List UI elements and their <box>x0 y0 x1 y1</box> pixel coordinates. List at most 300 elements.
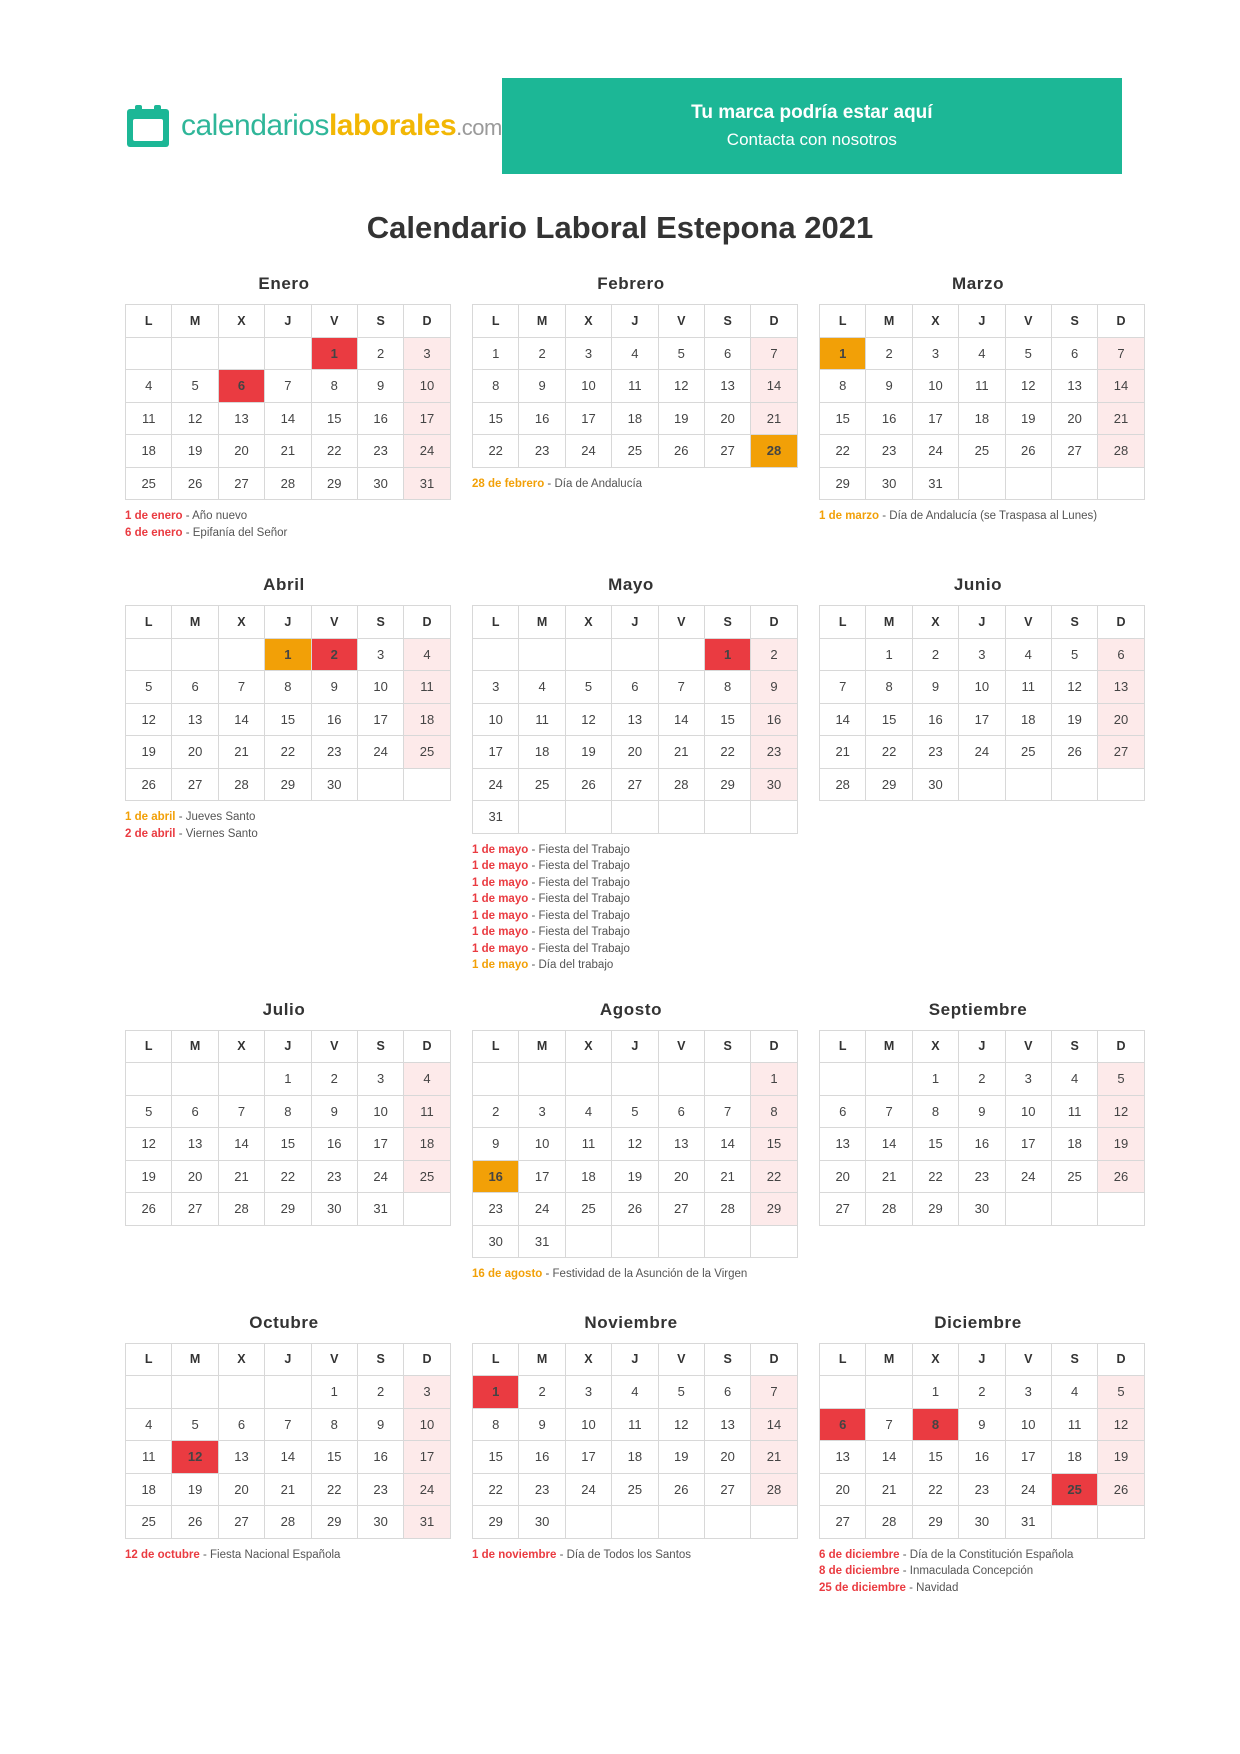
holiday-note-desc: - Día de Andalucía <box>544 477 643 490</box>
day-cell: 9 <box>357 370 403 403</box>
week-row <box>473 768 798 801</box>
day-cell: 31 <box>519 1225 565 1258</box>
logo-text-part1: calendarios <box>181 109 329 142</box>
weekday-header-cell: V <box>658 1343 704 1376</box>
week-row <box>820 435 1145 468</box>
holiday-note <box>125 508 443 525</box>
weekday-header-cell: L <box>820 1030 866 1063</box>
weekday-header-cell: S <box>704 1030 750 1063</box>
day-cell-empty <box>704 1225 750 1258</box>
day-cell: 1 <box>912 1063 958 1096</box>
holiday-notes <box>819 508 1137 525</box>
week-row <box>126 1506 451 1539</box>
day-cell-empty <box>404 1193 450 1226</box>
holiday-note <box>472 957 790 974</box>
holiday-note <box>819 1580 1137 1597</box>
holiday-note <box>472 1547 790 1564</box>
day-cell: 21 <box>751 1441 797 1474</box>
day-cell: 17 <box>1005 1441 1051 1474</box>
holiday-notes <box>125 508 443 541</box>
day-cell: 6 <box>704 1376 750 1409</box>
weekday-header-cell: M <box>866 305 912 338</box>
day-cell: 27 <box>820 1506 866 1539</box>
day-cell: 11 <box>404 671 450 704</box>
day-cell: 19 <box>172 435 218 468</box>
day-cell: 17 <box>912 402 958 435</box>
day-cell-holiday: 2 <box>311 638 357 671</box>
day-cell: 16 <box>311 1128 357 1161</box>
weekday-header-cell: V <box>1005 606 1051 639</box>
day-cell: 26 <box>1098 1473 1144 1506</box>
weekday-header-cell: D <box>751 1030 797 1063</box>
day-cell: 15 <box>820 402 866 435</box>
day-cell: 25 <box>612 435 658 468</box>
holiday-note-date: 1 de mayo <box>472 926 529 938</box>
day-cell: 12 <box>172 402 218 435</box>
weekday-header-row <box>126 1343 451 1376</box>
day-cell: 15 <box>473 1441 519 1474</box>
holiday-note <box>125 826 443 843</box>
day-cell: 28 <box>866 1193 912 1226</box>
week-row <box>820 671 1145 704</box>
site-logo[interactable] <box>125 103 502 149</box>
day-cell-empty <box>519 801 565 834</box>
holiday-note-desc: - Fiesta del Trabajo <box>528 926 630 938</box>
weekday-header-cell: X <box>565 1343 611 1376</box>
day-cell: 5 <box>658 1376 704 1409</box>
weekday-header-cell: D <box>404 606 450 639</box>
holiday-note-desc: - Fiesta Nacional Española <box>199 1548 341 1561</box>
day-cell: 16 <box>866 402 912 435</box>
day-cell: 10 <box>357 1095 403 1128</box>
weekday-header-cell: X <box>565 1030 611 1063</box>
day-cell: 2 <box>751 638 797 671</box>
holiday-note <box>472 476 790 493</box>
weekday-header-cell: J <box>612 1030 658 1063</box>
day-cell: 30 <box>357 1506 403 1539</box>
holiday-note-desc: - Fiesta del Trabajo <box>528 942 630 955</box>
day-cell: 25 <box>1005 736 1051 769</box>
week-row <box>473 1193 798 1226</box>
day-cell: 31 <box>357 1193 403 1226</box>
holiday-note-date: 2 de abril <box>125 827 176 840</box>
day-cell: 15 <box>751 1128 797 1161</box>
week-row <box>820 1063 1145 1096</box>
day-cell: 9 <box>311 1095 357 1128</box>
day-cell: 5 <box>1098 1063 1144 1096</box>
day-cell: 1 <box>751 1063 797 1096</box>
day-cell: 24 <box>1005 1473 1051 1506</box>
month-name: Marzo <box>951 274 1005 293</box>
weekday-header-cell: L <box>473 1030 519 1063</box>
day-cell: 2 <box>959 1376 1005 1409</box>
day-cell: 25 <box>519 768 565 801</box>
day-cell: 18 <box>519 736 565 769</box>
holiday-note-desc: - Fiesta del Trabajo <box>528 876 630 889</box>
months-row <box>125 274 1129 541</box>
day-cell: 24 <box>473 768 519 801</box>
day-cell: 24 <box>565 435 611 468</box>
weekday-header-cell: M <box>519 1030 565 1063</box>
day-cell: 24 <box>912 435 958 468</box>
holiday-note-desc: - Fiesta del Trabajo <box>528 909 630 922</box>
day-cell: 14 <box>751 1408 797 1441</box>
day-cell: 16 <box>959 1128 1005 1161</box>
day-cell: 22 <box>866 736 912 769</box>
day-cell-holiday: 28 <box>751 435 797 468</box>
week-row <box>820 736 1145 769</box>
months-row <box>125 575 1129 974</box>
day-cell-holiday: 1 <box>265 638 311 671</box>
day-cell-empty <box>866 1376 912 1409</box>
day-cell: 20 <box>172 736 218 769</box>
day-cell: 10 <box>565 1408 611 1441</box>
holiday-note-desc: - Día de Andalucía (se Traspasa al Lunes) <box>879 510 1098 522</box>
ad-banner[interactable] <box>502 78 1122 174</box>
weekday-header-row <box>473 606 798 639</box>
day-cell: 11 <box>404 1095 450 1128</box>
day-cell-empty <box>565 1506 611 1539</box>
month-block <box>819 1000 1137 1226</box>
day-cell: 13 <box>218 402 264 435</box>
day-cell: 15 <box>912 1441 958 1474</box>
day-cell: 21 <box>218 1160 264 1193</box>
day-cell: 4 <box>565 1095 611 1128</box>
month-name: Octubre <box>249 1312 319 1332</box>
month-name: Diciembre <box>934 1312 1022 1332</box>
weekday-header-cell: L <box>473 305 519 338</box>
month-name: Septiembre <box>928 999 1028 1019</box>
week-row <box>126 337 451 370</box>
weekday-header-row <box>820 305 1145 338</box>
day-cell: 22 <box>311 435 357 468</box>
day-cell: 15 <box>311 1441 357 1474</box>
day-cell: 14 <box>218 703 264 736</box>
weekday-header-cell: L <box>126 1343 172 1376</box>
holiday-note-desc: - Navidad <box>905 1581 959 1594</box>
day-cell: 24 <box>357 1160 403 1193</box>
week-row <box>820 467 1145 500</box>
holiday-note <box>125 809 443 826</box>
day-cell: 30 <box>311 1193 357 1226</box>
week-row <box>820 638 1145 671</box>
week-row <box>126 370 451 403</box>
day-cell-empty <box>172 1376 218 1409</box>
day-cell: 23 <box>357 435 403 468</box>
day-cell: 3 <box>565 1376 611 1409</box>
weekday-header-cell: J <box>612 606 658 639</box>
day-cell: 10 <box>519 1128 565 1161</box>
weekday-header-cell: S <box>357 606 403 639</box>
day-cell-empty <box>751 1225 797 1258</box>
day-cell: 25 <box>404 736 450 769</box>
day-cell: 28 <box>218 768 264 801</box>
day-cell: 25 <box>404 1160 450 1193</box>
month-name: Abril <box>263 575 305 594</box>
weekday-header-cell: X <box>912 1030 958 1063</box>
holiday-note <box>472 941 790 958</box>
weekday-header-row <box>820 606 1145 639</box>
day-cell: 29 <box>751 1193 797 1226</box>
weekday-header-cell: J <box>959 305 1005 338</box>
day-cell: 30 <box>751 768 797 801</box>
day-cell: 5 <box>172 370 218 403</box>
weekday-header-cell: V <box>1005 305 1051 338</box>
day-cell: 2 <box>357 337 403 370</box>
month-block <box>125 1313 443 1564</box>
day-cell: 3 <box>357 1063 403 1096</box>
week-row <box>820 1193 1145 1226</box>
day-cell: 3 <box>1005 1063 1051 1096</box>
day-cell: 3 <box>473 671 519 704</box>
day-cell: 23 <box>912 736 958 769</box>
day-cell: 4 <box>1051 1376 1097 1409</box>
weekday-header-cell: D <box>404 1343 450 1376</box>
day-cell: 13 <box>1098 671 1144 704</box>
week-row <box>126 1128 451 1161</box>
weekday-header-cell: D <box>404 305 450 338</box>
day-cell: 27 <box>218 1506 264 1539</box>
day-cell: 12 <box>1005 370 1051 403</box>
day-cell-holiday: 12 <box>172 1441 218 1474</box>
day-cell: 8 <box>265 671 311 704</box>
day-cell: 17 <box>565 1441 611 1474</box>
weekday-header-cell: J <box>265 305 311 338</box>
month-table <box>819 605 1145 801</box>
holiday-note <box>472 1266 790 1283</box>
day-cell: 13 <box>218 1441 264 1474</box>
month-name: Agosto <box>599 999 663 1019</box>
day-cell: 17 <box>404 402 450 435</box>
day-cell: 10 <box>357 671 403 704</box>
day-cell: 5 <box>1098 1376 1144 1409</box>
day-cell: 31 <box>912 467 958 500</box>
day-cell: 14 <box>704 1128 750 1161</box>
month-table <box>472 605 798 834</box>
month-table <box>472 304 798 468</box>
day-cell: 12 <box>565 703 611 736</box>
month-table <box>472 1030 798 1259</box>
day-cell: 29 <box>473 1506 519 1539</box>
month-block <box>819 1313 1137 1597</box>
week-row <box>473 1225 798 1258</box>
day-cell: 11 <box>1051 1408 1097 1441</box>
day-cell-empty <box>172 638 218 671</box>
week-row <box>473 1095 798 1128</box>
day-cell: 12 <box>612 1128 658 1161</box>
day-cell: 2 <box>912 638 958 671</box>
day-cell: 30 <box>912 768 958 801</box>
day-cell-empty <box>519 1063 565 1096</box>
day-cell: 26 <box>1051 736 1097 769</box>
day-cell: 31 <box>404 1506 450 1539</box>
holiday-note-desc: - Festividad de la Asunción de la Virgen <box>542 1268 748 1280</box>
day-cell-empty <box>218 1376 264 1409</box>
day-cell: 4 <box>959 337 1005 370</box>
weekday-header-cell: J <box>959 606 1005 639</box>
week-row <box>820 402 1145 435</box>
month-name: Noviembre <box>584 1312 678 1332</box>
day-cell: 10 <box>1005 1095 1051 1128</box>
day-cell: 22 <box>751 1160 797 1193</box>
day-cell: 3 <box>519 1095 565 1128</box>
holiday-note-desc: - Día del trabajo <box>528 959 614 971</box>
day-cell: 10 <box>473 703 519 736</box>
week-row <box>820 1473 1145 1506</box>
day-cell: 13 <box>820 1128 866 1161</box>
day-cell: 2 <box>311 1063 357 1096</box>
day-cell: 11 <box>612 1408 658 1441</box>
day-cell: 21 <box>704 1160 750 1193</box>
day-cell: 28 <box>265 467 311 500</box>
weekday-header-cell: L <box>820 606 866 639</box>
day-cell: 21 <box>658 736 704 769</box>
holiday-note-desc: - Jueves Santo <box>175 811 256 823</box>
day-cell: 19 <box>126 736 172 769</box>
weekday-header-cell: S <box>704 1343 750 1376</box>
weekday-header-cell: J <box>265 606 311 639</box>
day-cell: 1 <box>311 1376 357 1409</box>
day-cell: 21 <box>820 736 866 769</box>
day-cell: 24 <box>565 1473 611 1506</box>
day-cell: 2 <box>519 1376 565 1409</box>
day-cell-empty <box>565 1063 611 1096</box>
day-cell: 9 <box>473 1128 519 1161</box>
holiday-note-date: 1 de marzo <box>819 510 880 522</box>
weekday-header-row <box>820 1343 1145 1376</box>
calendar-logo-icon <box>125 103 171 149</box>
day-cell: 18 <box>959 402 1005 435</box>
week-row <box>473 801 798 834</box>
week-row <box>820 1441 1145 1474</box>
holiday-note-date: 6 de diciembre <box>819 1548 900 1561</box>
holiday-note <box>472 842 790 859</box>
site-logo-text <box>181 109 502 143</box>
week-row <box>126 1473 451 1506</box>
day-cell: 22 <box>912 1160 958 1193</box>
day-cell: 20 <box>612 736 658 769</box>
weekday-header-row <box>473 1343 798 1376</box>
day-cell: 19 <box>565 736 611 769</box>
week-row <box>473 1376 798 1409</box>
day-cell: 8 <box>265 1095 311 1128</box>
week-row <box>473 1160 798 1193</box>
day-cell: 14 <box>820 703 866 736</box>
day-cell: 4 <box>1005 638 1051 671</box>
day-cell: 18 <box>612 1441 658 1474</box>
day-cell: 27 <box>612 768 658 801</box>
weekday-header-cell: S <box>357 305 403 338</box>
day-cell: 7 <box>265 370 311 403</box>
month-block <box>472 1000 790 1283</box>
day-cell: 11 <box>126 402 172 435</box>
day-cell: 13 <box>1051 370 1097 403</box>
holiday-notes <box>472 1547 790 1564</box>
day-cell: 21 <box>751 402 797 435</box>
day-cell: 27 <box>704 435 750 468</box>
holiday-note-date: 25 de diciembre <box>819 1581 906 1594</box>
day-cell-holiday: 1 <box>311 337 357 370</box>
week-row <box>820 1376 1145 1409</box>
day-cell: 2 <box>473 1095 519 1128</box>
week-row <box>473 1128 798 1161</box>
day-cell: 24 <box>1005 1160 1051 1193</box>
holiday-note-date: 1 de mayo <box>472 893 529 905</box>
weekday-header-cell: J <box>959 1343 1005 1376</box>
day-cell: 13 <box>172 703 218 736</box>
weekday-header-cell: V <box>658 1030 704 1063</box>
week-row <box>820 337 1145 370</box>
week-row <box>126 402 451 435</box>
day-cell-empty <box>959 768 1005 801</box>
weekday-header-cell: V <box>311 606 357 639</box>
day-cell: 9 <box>751 671 797 704</box>
day-cell: 8 <box>912 1095 958 1128</box>
day-cell: 31 <box>473 801 519 834</box>
day-cell: 16 <box>311 703 357 736</box>
day-cell: 7 <box>866 1408 912 1441</box>
day-cell: 6 <box>1098 638 1144 671</box>
day-cell: 1 <box>912 1376 958 1409</box>
day-cell: 26 <box>565 768 611 801</box>
day-cell-empty <box>473 638 519 671</box>
day-cell: 6 <box>704 337 750 370</box>
day-cell: 12 <box>658 370 704 403</box>
day-cell: 10 <box>959 671 1005 704</box>
weekday-header-cell: J <box>265 1343 311 1376</box>
day-cell: 17 <box>357 1128 403 1161</box>
day-cell: 2 <box>519 337 565 370</box>
day-cell: 10 <box>912 370 958 403</box>
day-cell: 26 <box>1005 435 1051 468</box>
day-cell: 9 <box>519 370 565 403</box>
day-cell-empty <box>612 1225 658 1258</box>
weekday-header-cell: S <box>704 305 750 338</box>
day-cell: 9 <box>959 1095 1005 1128</box>
weekday-header-cell: J <box>612 305 658 338</box>
day-cell-empty <box>357 768 403 801</box>
day-cell: 17 <box>519 1160 565 1193</box>
week-row <box>126 1441 451 1474</box>
holiday-note <box>472 858 790 875</box>
holiday-note-date: 1 de mayo <box>472 843 529 856</box>
holiday-note-desc: - Inmaculada Concepción <box>899 1565 1034 1577</box>
month-block <box>125 575 443 842</box>
day-cell: 23 <box>959 1473 1005 1506</box>
day-cell-empty <box>126 337 172 370</box>
week-row <box>473 1441 798 1474</box>
week-row <box>473 638 798 671</box>
day-cell: 4 <box>519 671 565 704</box>
day-cell: 19 <box>172 1473 218 1506</box>
day-cell-holiday: 6 <box>820 1408 866 1441</box>
holiday-note-date: 8 de diciembre <box>819 1565 900 1577</box>
month-block <box>819 274 1137 525</box>
day-cell-empty <box>519 638 565 671</box>
day-cell: 26 <box>658 435 704 468</box>
weekday-header-cell: L <box>820 305 866 338</box>
day-cell: 13 <box>612 703 658 736</box>
day-cell: 23 <box>519 435 565 468</box>
day-cell: 14 <box>658 703 704 736</box>
weekday-header-cell: S <box>357 1343 403 1376</box>
day-cell: 9 <box>357 1408 403 1441</box>
day-cell-empty <box>820 1376 866 1409</box>
week-row <box>473 1408 798 1441</box>
day-cell: 1 <box>473 337 519 370</box>
day-cell: 12 <box>126 1128 172 1161</box>
weekday-header-cell: S <box>1051 606 1097 639</box>
